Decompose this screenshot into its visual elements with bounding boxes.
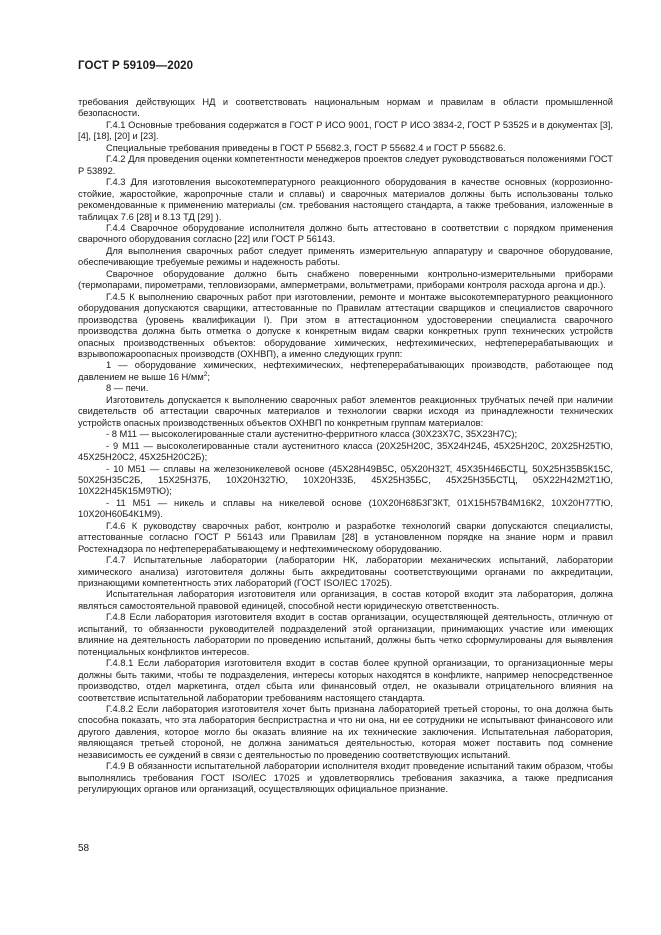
paragraph-text: Г.4.8 Если лаборатория изготовителя входит в состав организации, осуществляющей деятельность, отличную от испытаний, то обязанности руководителей подразделений этой организации, принимающих участие или имеющих влияние на деятельность лаборатории по проведению испытаний, должны быть четко сформулированы для выявления потенциальных конфликтов интересов. xyxy=(78,612,613,657)
paragraph-text: требования действующих НД и соответствовать национальным нормам и правилам в области промышленной безопасности. xyxy=(78,97,613,119)
paragraph-text: Изготовитель допускается к выполнению сварочных работ элементов реакционных трубчатых печей при наличии свидетельств об аттестации сварочных материалов и технологии сварки исходя из принадлежности технических устройств опасных производственных объектов ОХНВП по конкретным группам материалов: xyxy=(78,394,613,428)
paragraph-text: Испытательная лаборатория изготовителя или организация, в состав которой входит эта лаборатория, должна являться самостоятельной правовой единицей, способной нести юридическую ответственность. xyxy=(78,589,613,611)
paragraph-text: Сварочное оборудование должно быть снабжено поверенными контрольно-измерительными приборами (термопарами, пирометрами, тепловизорами, амперметрами, вольтметрами, приборами контроля расхода аргона и др.). xyxy=(78,268,613,291)
superscript: 2 xyxy=(203,370,208,378)
paragraph xyxy=(78,704,613,761)
paragraph xyxy=(78,441,613,464)
paragraph-suffix: ; xyxy=(207,371,210,382)
paragraph xyxy=(78,395,613,429)
paragraph-text: - 9 М11 — высоколегированные стали аустенитного класса (20Х25Н20С, 35Х24Н24Б, 45Х25Н20С, 20Х25Н25ТЮ, 45Х25Н20С2, 45Х25Н20С2Б); xyxy=(78,440,613,463)
paragraph-text: 1 — оборудование химических, нефтехимических, нефтеперерабатывающих производств, работающее под давлением не выше 16 Н/мм xyxy=(78,360,613,382)
paragraph xyxy=(78,177,613,223)
paragraph xyxy=(78,612,613,658)
paragraph xyxy=(78,269,613,292)
paragraph-text: Г.4.5 К выполнению сварочных работ при изготовлении, ремонте и монтаже высокотемпературного реакционного оборудования допускаются сварщики, аттестованные по Правилам аттестации сварщиков и специалистов сварочного производства (уровень квалификации I). При этом в аттестационном удостоверении специалиста сварочного производства должна быть отметка о допуске к конкретным видам сварки конкретных групп технических устройств опасных производственных объектов: оборудование химических, нефтехимических, нефтеперерабатывающих и взрывопожароопасных производств (ОХНВП), а именно следующих групп: xyxy=(78,291,613,359)
paragraph xyxy=(78,555,613,589)
paragraph-text: 8 — печи. xyxy=(106,383,149,394)
paragraph-text: Г.4.9 В обязанности испытательной лаборатории исполнителя входит проведение испытаний таким образом, чтобы выполнялись требования ГОСТ ISO/IEC 17025 и удовлетворялись требования заказчика, а также предписания регулирующих органов или организаций, осуществляющих официальное признание. xyxy=(78,761,613,795)
paragraph xyxy=(78,246,613,269)
paragraph xyxy=(78,521,613,555)
paragraph xyxy=(78,223,613,246)
paragraph xyxy=(78,143,613,154)
paragraph xyxy=(78,383,613,394)
paragraph-text: - 11 М51 — никель и сплавы на никелевой основе (10Х20Н68Б3Г3КТ, 01Х15Н57В4М16К2, 10Х20Н77ТЮ, 10Х20Н60Б4К1М9). xyxy=(78,497,613,520)
paragraph-text: - 8 М11 — высоколегированные стали аустенитно-ферритного класса (30Х23Х7С, 35Х23Н7С); xyxy=(106,429,518,440)
paragraph xyxy=(78,97,613,120)
standard-header: ГОСТ Р 59109—2020 xyxy=(78,60,194,72)
page-number: 58 xyxy=(78,843,90,854)
paragraph xyxy=(78,120,613,143)
document-body xyxy=(78,97,613,796)
paragraph-text: Г.4.7 Испытательные лаборатории (лаборатории НК, лаборатории механических испытаний, лаборатории химического анализа) изготовителя должны быть аккредитованы соответствующими органами по аккредитации, признающими компетентность этих лабораторий (ГОСТ ISO/IEC 17025). xyxy=(78,555,613,589)
paragraph xyxy=(78,589,613,612)
paragraph-text: Г.4.4 Сварочное оборудование исполнителя должно быть аттестовано в соответствии с порядком применения сварочного оборудования согласно [22] или ГОСТ Р 56143. xyxy=(78,222,613,245)
paragraph xyxy=(78,360,613,383)
paragraph-text: Г.4.2 Для проведения оценки компетентности менеджеров проектов следует руководствоваться положениями ГОСТ Р 53892. xyxy=(78,154,613,176)
paragraph xyxy=(78,154,613,177)
paragraph-text: Для выполнения сварочных работ следует применять измерительную аппаратуру и сварочное оборудование, обеспечивающие требуемые режимы и надежность работы. xyxy=(78,245,613,268)
paragraph-text: Г.4.8.2 Если лаборатория изготовителя хочет быть признана лабораторией третьей стороны, то она должна быть способна показать, что эта лаборатория беспристрастна и что ни она, ни ее сотрудники не испытывают финансового или другого давления, которое могло бы оказать влияние на их технические заключения. Испытательная лаборатория, являющаяся третьей стороной, не должна заниматься деятельностью, которая может поставить под сомнение независимость ее суждений в связи с деятельностью по проведению соответствующих испытаний. xyxy=(78,704,613,760)
paragraph-text: Г.4.8.1 Если лаборатория изготовителя входит в состав более крупной организации, то организационные меры должны быть такими, чтобы те подразделения, интересы которых находятся в конфликте, например непосредственное производство, отдел маркетинга, отдел сбыта или финансовый отдел, не оказывали отрицательного влияния на соответствие испытательной лаборатории требованиям настоящего стандарта. xyxy=(78,658,613,703)
paragraph xyxy=(78,429,613,440)
paragraph-text: Г.4.1 Основные требования содержатся в ГОСТ Р ИСО 9001, ГОСТ Р ИСО 3834-2, ГОСТ Р 53525 и в документах [3], [4], [18], [20] и [23]. xyxy=(78,119,613,142)
paragraph xyxy=(78,292,613,361)
paragraph xyxy=(78,761,613,795)
paragraph xyxy=(78,464,613,498)
paragraph-text: Г.4.3 Для изготовления высокотемпературного реакционного оборудования в качестве основных (коррозионно-стойкие, жаростойкие, жаропрочные стали и сплавы) и сварочных материалов должны быть использованы только рекомендованные к применению материалы (см. требования настоящего стандарта, а также требования, изложенные в таблицах 7.6 [28] и 8.13 ТД [29] ). xyxy=(78,177,613,222)
paragraph-text: - 10 М51 — сплавы на железоникелевой основе (45Х28Н49В5С, 05Х20Н32Т, 45Х35Н46БСТЦ, 50Х25Н35В5К15С, 50Х25Н35С2Б, 15Х25Н37Б, 10Х20Н32ТЮ, 10Х20Н33Б, 45Х25Н35БС, 45Х25Н35БСТЦ, 05Х22Н42М2Т1Ю, 10Х22Н45К15М9ТЮ); xyxy=(78,463,613,497)
paragraph-text: Г.4.6 К руководству сварочных работ, контролю и разработке технологий сварки допускаются специалисты, аттестованные согласно ГОСТ Р 56143 или Правилам [28] в установленном порядке на знание норм и правил Ростехнадзора по нефтеперерабатывающему и нефтехимическому оборудованию. xyxy=(78,520,613,554)
paragraph xyxy=(78,498,613,521)
paragraph-text: Специальные требования приведены в ГОСТ Р 55682.3, ГОСТ Р 55682.4 и ГОСТ Р 55682.6. xyxy=(106,142,506,153)
paragraph xyxy=(78,658,613,704)
